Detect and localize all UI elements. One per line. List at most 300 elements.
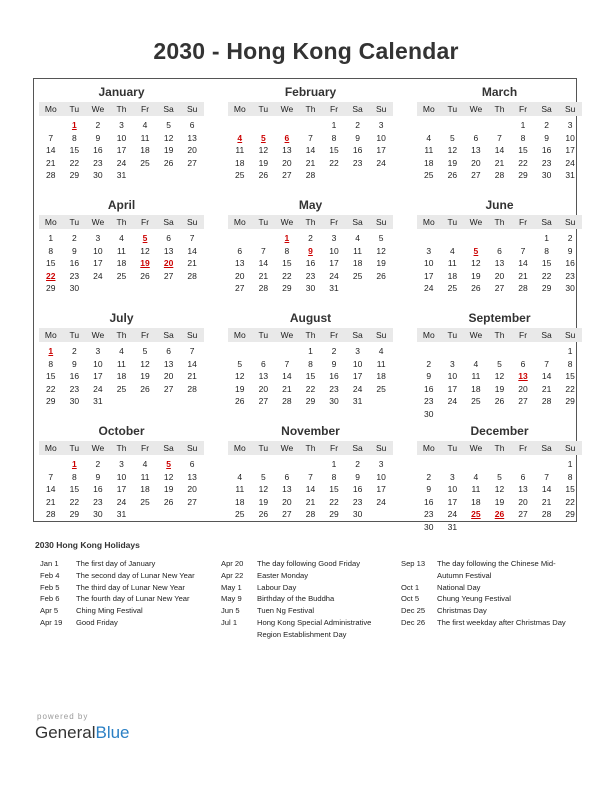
day-cell: 8 (48, 245, 54, 256)
weekday-label: Sa (541, 443, 552, 453)
holiday-day: 19 (140, 258, 150, 269)
weekday-label: Su (375, 330, 387, 340)
holiday-date: Oct 1 (401, 582, 420, 592)
month-july (39, 310, 204, 408)
empty-cell (275, 119, 299, 132)
holidays-heading: 2030 Hong Kong Holidays (35, 540, 140, 550)
weekday-label: We (469, 443, 483, 453)
day-cell: 13 (235, 258, 245, 269)
day-cell: 28 (305, 170, 316, 181)
day-cell: 28 (518, 283, 528, 294)
day-cell: 12 (140, 245, 150, 256)
day-cell: 12 (163, 132, 174, 143)
day-cell: 27 (471, 170, 481, 181)
day-cell: 21 (305, 496, 316, 507)
day-grid (417, 119, 582, 182)
day-cell: 16 (329, 371, 339, 382)
empty-cell (252, 232, 276, 245)
weekday-label: Sa (352, 443, 363, 453)
day-cell: 6 (166, 233, 171, 243)
day-cell: 4 (378, 346, 384, 356)
day-cell: 1 (308, 346, 313, 356)
day-cell: 4 (473, 471, 479, 482)
day-cell: 18 (424, 157, 434, 168)
day-cell: 31 (447, 521, 458, 532)
holiday-list-column (221, 558, 396, 641)
day-cell: 20 (282, 496, 292, 507)
weekday-label: We (280, 104, 294, 114)
month-september (417, 310, 582, 421)
day-cell: 26 (258, 509, 269, 520)
day-cell: 7 (260, 245, 266, 256)
holiday-name: Tuen Ng Festival (257, 606, 315, 616)
day-cell: 3 (95, 233, 101, 243)
empty-cell (275, 345, 299, 358)
weekday-label: Su (375, 443, 387, 453)
holiday-item (221, 617, 396, 641)
day-cell: 18 (471, 496, 481, 507)
month-february (228, 84, 393, 182)
weekday-label: Fr (141, 443, 150, 453)
day-cell: 28 (258, 283, 269, 294)
weekday-label: Mo (233, 443, 246, 453)
day-cell: 30 (69, 283, 80, 294)
day-cell: 20 (235, 270, 245, 281)
weekday-label: We (91, 217, 105, 227)
day-cell: 9 (71, 358, 77, 369)
day-cell: 17 (329, 258, 339, 269)
weekday-label: Sa (163, 443, 174, 453)
day-cell: 16 (305, 258, 316, 269)
day-cell: 24 (447, 509, 458, 520)
day-cell: 24 (116, 157, 127, 168)
day-cell: 6 (189, 120, 195, 130)
weekday-header (39, 441, 204, 455)
day-cell: 8 (567, 471, 573, 482)
day-cell: 29 (329, 509, 339, 520)
day-cell: 20 (258, 383, 269, 394)
weekday-label: We (469, 104, 483, 114)
weekday-label: Th (116, 443, 127, 453)
day-cell: 21 (518, 270, 528, 281)
day-cell: 16 (93, 484, 103, 495)
holiday-name: Christmas Day (437, 606, 487, 616)
day-cell: 25 (140, 157, 150, 168)
day-cell: 13 (187, 471, 197, 482)
weekday-label: Tu (258, 330, 269, 340)
holiday-name: The second day of Lunar New Year (76, 570, 195, 580)
day-cell: 29 (565, 396, 575, 407)
day-cell: 25 (116, 383, 127, 394)
day-cell: 1 (567, 459, 573, 469)
day-cell: 23 (565, 270, 575, 281)
generalblue-logo[interactable] (35, 723, 130, 743)
day-cell: 15 (46, 258, 56, 269)
weekday-label: Mo (422, 443, 435, 453)
day-cell: 13 (471, 145, 481, 156)
empty-cell (275, 458, 299, 471)
month-october (39, 423, 204, 521)
weekday-label: Sa (541, 217, 552, 227)
day-cell: 14 (518, 258, 528, 269)
day-cell: 24 (376, 157, 386, 168)
day-cell: 2 (426, 471, 432, 482)
weekday-label: Th (305, 330, 316, 340)
day-cell: 9 (567, 245, 573, 256)
day-cell: 28 (282, 396, 292, 407)
weekday-label: Tu (258, 443, 269, 453)
weekday-label: Su (564, 443, 576, 453)
day-cell: 14 (187, 245, 197, 256)
holiday-name: Labour Day (257, 582, 297, 592)
empty-cell (464, 232, 488, 245)
day-cell: 29 (46, 396, 56, 407)
holiday-date: Jan 1 (40, 559, 59, 568)
day-cell: 12 (494, 484, 505, 495)
day-cell: 4 (119, 346, 124, 356)
day-cell: 21 (46, 496, 56, 507)
day-cell: 24 (424, 283, 434, 294)
day-cell: 15 (518, 145, 528, 156)
day-cell: 23 (93, 157, 103, 168)
empty-cell (488, 232, 512, 245)
month-august (228, 310, 393, 408)
day-cell: 25 (140, 496, 150, 507)
weekday-label: Fr (330, 217, 339, 227)
day-cell: 11 (447, 258, 457, 269)
day-cell: 11 (235, 484, 245, 495)
weekday-header (228, 328, 393, 342)
weekday-label: Th (305, 217, 316, 227)
weekday-label: Sa (163, 104, 174, 114)
day-cell: 18 (140, 145, 150, 156)
holiday-item (40, 617, 215, 629)
day-cell: 13 (163, 358, 174, 369)
day-cell: 11 (471, 371, 481, 382)
day-grid (228, 232, 393, 295)
day-cell: 14 (305, 484, 316, 495)
day-cell: 9 (426, 371, 432, 382)
empty-cell (464, 119, 488, 132)
day-cell: 23 (93, 496, 103, 507)
holiday-day: 9 (308, 245, 313, 256)
day-cell: 29 (46, 283, 56, 294)
day-cell: 9 (71, 245, 77, 256)
weekday-label: Tu (69, 217, 80, 227)
empty-cell (441, 232, 465, 245)
day-cell: 30 (93, 509, 103, 520)
day-grid (417, 232, 582, 295)
day-cell: 14 (46, 484, 56, 495)
holiday-day: 25 (471, 509, 481, 520)
day-cell: 9 (95, 471, 101, 482)
day-cell: 15 (565, 371, 575, 382)
holiday-date: Feb 4 (40, 570, 60, 580)
day-cell: 15 (305, 371, 316, 382)
day-cell: 18 (352, 258, 363, 269)
day-cell: 15 (282, 258, 292, 269)
weekday-label: Su (375, 217, 387, 227)
day-cell: 18 (235, 157, 245, 168)
weekday-label: We (280, 217, 294, 227)
weekday-header (39, 328, 204, 342)
day-cell: 29 (305, 396, 316, 407)
day-cell: 11 (353, 245, 362, 256)
weekday-label: Su (186, 104, 198, 114)
day-cell: 7 (308, 471, 313, 482)
day-cell: 17 (93, 258, 103, 269)
day-cell: 17 (376, 484, 386, 495)
day-cell: 29 (69, 170, 80, 181)
day-cell: 20 (187, 145, 197, 156)
day-cell: 4 (142, 459, 148, 469)
weekday-label: Mo (44, 217, 57, 227)
holiday-item (401, 593, 576, 605)
day-cell: 20 (471, 157, 481, 168)
empty-cell (228, 345, 252, 358)
weekday-label: Sa (352, 217, 363, 227)
day-grid (228, 345, 393, 408)
day-cell: 5 (142, 346, 148, 356)
empty-cell (228, 458, 252, 471)
day-cell: 17 (447, 496, 458, 507)
weekday-label: Su (564, 330, 576, 340)
day-cell: 17 (93, 371, 103, 382)
day-cell: 23 (352, 157, 363, 168)
day-cell: 12 (235, 371, 245, 382)
holiday-item (401, 582, 576, 594)
weekday-label: Mo (44, 104, 57, 114)
weekday-label: Tu (447, 217, 458, 227)
day-cell: 23 (541, 157, 552, 168)
day-cell: 30 (424, 521, 434, 532)
month-name: March (481, 85, 518, 99)
weekday-label: Th (494, 104, 505, 114)
day-cell: 9 (426, 484, 432, 495)
day-cell: 30 (69, 396, 80, 407)
day-cell: 9 (355, 471, 360, 482)
holiday-item (221, 605, 396, 617)
month-name: October (98, 424, 145, 438)
day-cell: 30 (565, 283, 575, 294)
weekday-label: Tu (69, 330, 80, 340)
weekday-label: Sa (541, 104, 552, 114)
day-cell: 20 (163, 371, 174, 382)
day-cell: 5 (260, 471, 266, 482)
day-cell: 14 (541, 371, 552, 382)
day-cell: 7 (284, 358, 290, 369)
weekday-label: Mo (422, 104, 435, 114)
day-cell: 27 (518, 396, 528, 407)
day-cell: 3 (426, 245, 432, 256)
day-cell: 29 (282, 283, 292, 294)
day-cell: 3 (119, 120, 124, 130)
weekday-label: Th (494, 443, 505, 453)
empty-cell (535, 458, 559, 471)
day-cell: 22 (565, 496, 575, 507)
day-cell: 23 (329, 383, 339, 394)
weekday-label: We (91, 104, 105, 114)
day-cell: 18 (447, 270, 458, 281)
day-cell: 5 (497, 471, 502, 482)
day-cell: 21 (187, 258, 197, 269)
holiday-date: Apr 20 (221, 559, 244, 568)
day-cell: 12 (258, 145, 269, 156)
month-name: November (281, 424, 340, 438)
weekday-label: Mo (422, 330, 435, 340)
day-cell: 28 (46, 170, 56, 181)
holiday-day: 1 (48, 346, 54, 356)
day-cell: 27 (282, 509, 292, 520)
day-cell: 21 (258, 270, 269, 281)
day-cell: 10 (116, 471, 127, 482)
day-cell: 4 (355, 233, 360, 243)
day-cell: 6 (520, 471, 526, 482)
day-cell: 14 (541, 484, 552, 495)
day-cell: 1 (48, 233, 54, 243)
day-cell: 1 (520, 120, 526, 130)
holiday-date: Dec 26 (401, 617, 426, 627)
holiday-name: The fourth day of Lunar New Year (76, 594, 190, 604)
day-cell: 31 (352, 396, 363, 407)
day-cell: 26 (163, 157, 174, 168)
weekday-header (228, 102, 393, 116)
day-cell: 9 (95, 132, 101, 143)
day-cell: 12 (140, 358, 150, 369)
weekday-label: Su (186, 217, 198, 227)
holiday-day: 5 (260, 132, 266, 143)
day-cell: 15 (541, 258, 552, 269)
day-cell: 22 (69, 496, 80, 507)
weekday-label: Fr (519, 217, 528, 227)
day-cell: 7 (520, 245, 526, 256)
day-cell: 12 (494, 371, 505, 382)
day-cell: 17 (565, 145, 575, 156)
day-cell: 26 (163, 496, 174, 507)
day-cell: 6 (189, 459, 195, 469)
day-cell: 8 (331, 132, 337, 143)
holiday-name: Hong Kong Special Administrative Region Establishment Day (257, 617, 372, 639)
holiday-date: May 9 (221, 594, 242, 604)
holiday-item (221, 570, 396, 582)
day-cell: 7 (497, 132, 502, 143)
day-cell: 29 (565, 509, 575, 520)
day-cell: 25 (447, 283, 458, 294)
holiday-item (221, 582, 396, 594)
day-cell: 10 (376, 132, 386, 143)
day-cell: 17 (447, 383, 458, 394)
day-cell: 18 (376, 371, 386, 382)
day-cell: 7 (48, 471, 54, 482)
empty-cell (252, 119, 276, 132)
day-cell: 13 (282, 484, 292, 495)
day-cell: 11 (117, 245, 126, 256)
day-cell: 12 (376, 245, 386, 256)
day-cell: 25 (376, 383, 386, 394)
empty-cell (441, 119, 465, 132)
day-cell: 2 (71, 233, 77, 243)
weekday-label: Fr (141, 330, 150, 340)
day-cell: 22 (518, 157, 528, 168)
day-cell: 23 (424, 396, 434, 407)
day-cell: 16 (352, 145, 363, 156)
holiday-name: Birthday of the Buddha (257, 594, 335, 604)
weekday-label: We (91, 330, 105, 340)
day-cell: 25 (352, 270, 363, 281)
day-cell: 27 (235, 283, 245, 294)
day-cell: 25 (235, 170, 245, 181)
day-cell: 3 (119, 459, 124, 469)
day-cell: 19 (163, 145, 174, 156)
weekday-label: Mo (233, 330, 246, 340)
weekday-label: Tu (258, 217, 269, 227)
day-cell: 24 (565, 157, 575, 168)
day-cell: 10 (116, 132, 127, 143)
day-cell: 6 (260, 358, 266, 369)
weekday-label: Sa (163, 217, 174, 227)
day-cell: 14 (305, 145, 316, 156)
day-cell: 13 (494, 258, 505, 269)
day-cell: 21 (282, 383, 292, 394)
day-cell: 22 (329, 496, 339, 507)
holiday-day: 5 (142, 233, 148, 243)
day-cell: 19 (494, 496, 505, 507)
day-cell: 13 (282, 145, 292, 156)
day-cell: 3 (378, 459, 384, 469)
weekday-header (417, 215, 582, 229)
day-cell: 21 (541, 496, 552, 507)
day-cell: 25 (116, 270, 127, 281)
day-grid (228, 458, 393, 521)
day-cell: 19 (471, 270, 481, 281)
weekday-label: Su (375, 104, 387, 114)
empty-cell (299, 119, 323, 132)
day-cell: 7 (544, 471, 549, 482)
weekday-label: Tu (447, 443, 458, 453)
day-cell: 2 (331, 346, 337, 356)
weekday-header (417, 102, 582, 116)
day-cell: 27 (187, 157, 197, 168)
holiday-date: Sep 13 (401, 559, 426, 568)
day-cell: 10 (93, 245, 103, 256)
empty-cell (511, 232, 535, 245)
month-name: April (107, 198, 136, 212)
day-cell: 12 (258, 484, 269, 495)
day-cell: 13 (518, 484, 528, 495)
day-cell: 7 (189, 346, 195, 356)
holiday-name: Chung Yeung Festival (437, 594, 511, 604)
day-cell: 13 (163, 245, 174, 256)
day-cell: 27 (494, 283, 505, 294)
day-cell: 1 (331, 120, 337, 130)
day-cell: 4 (237, 471, 243, 482)
day-cell: 3 (378, 120, 384, 130)
day-cell: 5 (449, 132, 455, 143)
day-cell: 31 (329, 283, 339, 294)
day-cell: 18 (235, 496, 245, 507)
day-cell: 4 (142, 120, 148, 130)
day-cell: 11 (424, 145, 434, 156)
day-cell: 21 (494, 157, 505, 168)
calendar-grid-frame (33, 78, 577, 532)
day-cell: 13 (187, 132, 197, 143)
holiday-date: Oct 5 (401, 594, 420, 604)
holiday-date: Feb 5 (40, 582, 60, 592)
weekday-label: Sa (352, 330, 363, 340)
weekday-label: Tu (69, 104, 80, 114)
day-cell: 15 (565, 484, 575, 495)
holiday-day: 26 (494, 509, 505, 520)
